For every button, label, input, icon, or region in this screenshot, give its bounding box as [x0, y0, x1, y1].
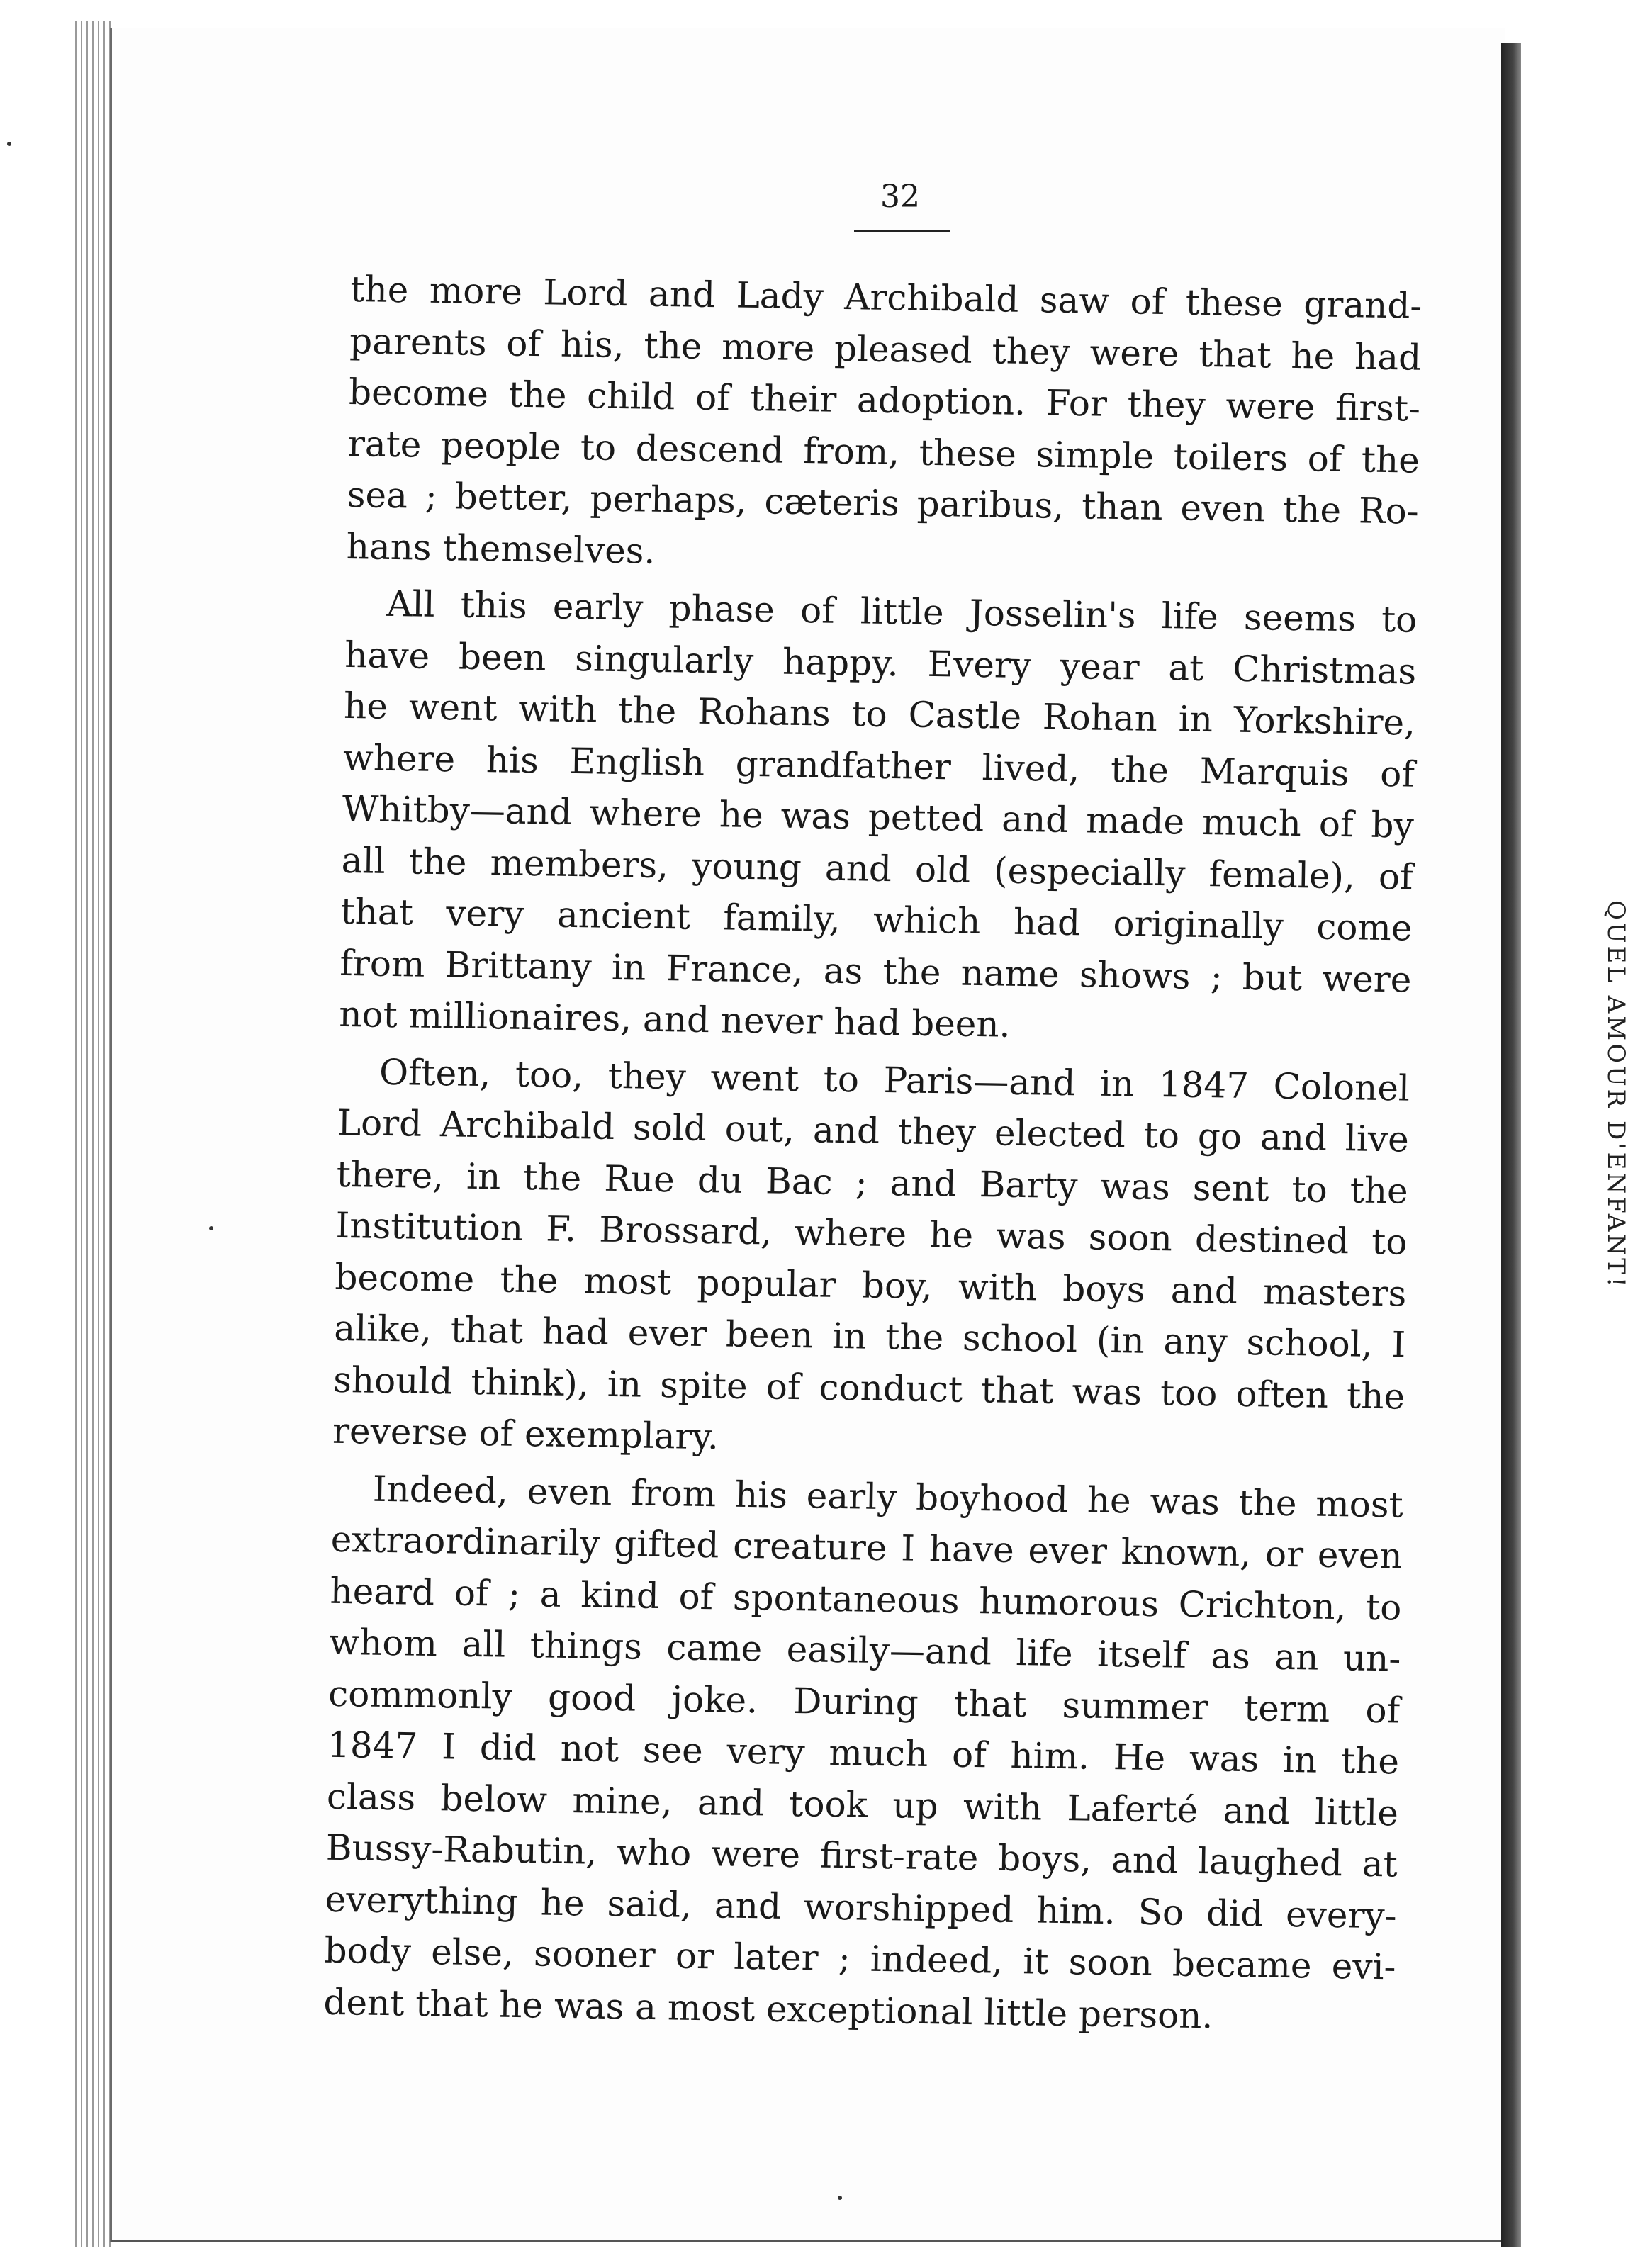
text-line: rate people to descend from, these simple toilers of the: [347, 422, 1420, 481]
text-line: everything he said, and worshipped him. So did every-: [325, 1878, 1398, 1936]
text-line: where his English grandfather lived, the Marquis of: [342, 736, 1415, 795]
body-text: [323, 264, 1422, 2044]
paragraph-1: [346, 264, 1422, 589]
text-line: parents of his, the more pleased they were that he had: [349, 320, 1422, 378]
text-line: Whitby—and where he was petted and made much of by: [342, 787, 1415, 846]
text-line: heard of ; a kind of spontaneous humorous Crichton, to: [330, 1570, 1402, 1629]
text-line: the more Lord and Lady Archibald saw of these grand-: [349, 268, 1422, 327]
text-line: from Brittany in France, as the name shows ; but were: [339, 942, 1412, 1001]
text-line: commonly good joke. During that summer term of: [327, 1673, 1401, 1731]
text-line: extraordinarily gifted creature I have ever known, or even: [330, 1518, 1403, 1577]
text-line: alike, that had ever been in the school (in any school, I: [333, 1307, 1406, 1366]
text-line: he went with the Rohans to Castle Rohan in Yorkshire,: [343, 685, 1416, 743]
text-line: all the members, young and old (especially female), of: [341, 839, 1414, 898]
paragraph-2: [339, 578, 1418, 1057]
text-line: dent that he was a most exceptional little person.: [323, 1981, 1213, 2036]
scan-speck: [838, 2196, 842, 2200]
text-line: become the most popular boy, with boys and masters: [335, 1256, 1407, 1315]
text-line: not millionaires, and never had been.: [338, 993, 1011, 1045]
text-line: reverse of exemplary.: [332, 1410, 719, 1458]
page-edges: [71, 21, 113, 2247]
text-line: have been singularly happy. Every year at Christmas: [344, 634, 1417, 692]
text-line: 1847 I did not see very much of him. He was in the: [327, 1724, 1400, 1783]
paragraph-4: [323, 1462, 1403, 2044]
text-line: should think), in spite of conduct that was too often the: [332, 1359, 1405, 1418]
paragraph-3: [332, 1045, 1410, 1473]
scan-speck: [209, 1226, 213, 1230]
page-number-rule: [854, 230, 950, 232]
text-line: hans themselves.: [346, 525, 656, 572]
text-line: body else, sooner or later ; indeed, it soon became evi-: [324, 1929, 1396, 1988]
text-line: Lord Archibald sold out, and they elected to go and live: [337, 1101, 1410, 1160]
text-line: Indeed, even from his early boyhood he was the most: [372, 1468, 1404, 1526]
scan-speck: [7, 142, 11, 146]
text-line: Often, too, they went to Paris—and in 1847 Colonel: [378, 1051, 1410, 1109]
text-line: there, in the Rue du Bac ; and Barty was sent to the: [336, 1153, 1409, 1212]
text-line: All this early phase of little Josselin's life seems to: [386, 583, 1418, 641]
page-number: 32: [880, 179, 920, 215]
text-line: sea ; better, perhaps, cæteris paribus, than even the Ro-: [347, 473, 1420, 532]
book-spine-shadow: [1501, 43, 1521, 2247]
text-line: class below mine, and took up with Laferté and little: [326, 1775, 1399, 1834]
facing-page-text: QUEL AMOUR D'ENFANT!: [1602, 900, 1630, 1290]
text-line: Institution F. Brossard, where he was soon destined to: [335, 1204, 1408, 1263]
text-line: that very ancient family, which had originally come: [340, 890, 1413, 949]
text-line: become the child of their adoption. For they were first-: [348, 371, 1421, 430]
text-line: whom all things came easily—and life itself as an un-: [328, 1621, 1401, 1680]
text-line: Bussy-Rabutin, who were first-rate boys, and laughed at: [325, 1826, 1398, 1885]
